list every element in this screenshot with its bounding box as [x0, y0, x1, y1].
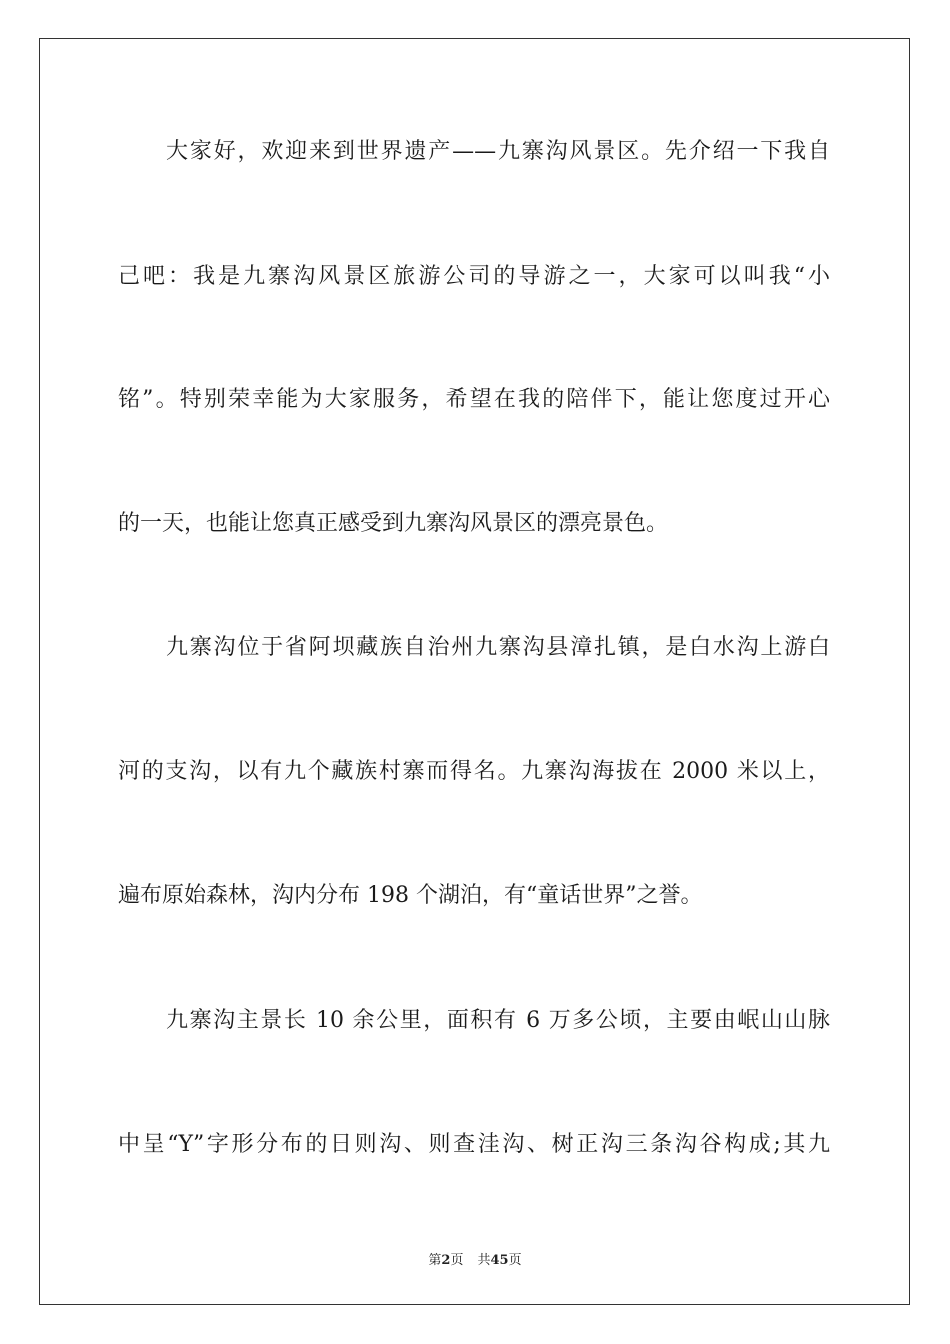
page-border — [39, 38, 910, 1305]
total-pages: 45 — [490, 1253, 509, 1268]
text-line: 河的支沟，以有九个藏族村寨而得名。九寨沟海拔在 2000 米以上， — [118, 759, 830, 784]
page-number: 2 — [441, 1253, 451, 1268]
total-suffix: 页 — [508, 1253, 522, 1268]
text-line: 中呈“Y”字形分布的日则沟、则查洼沟、树正沟三条沟谷构成;其九 — [118, 1132, 830, 1157]
text-line: 九寨沟主景长 10 余公里，面积有 6 万多公顷，主要由岷山山脉 — [166, 1008, 830, 1033]
page-suffix: 页 — [450, 1253, 464, 1268]
text-line: 遍布原始森林，沟内分布 198 个湖泊，有“童话世界”之誉。 — [118, 883, 703, 908]
text-line: 己吧：我是九寨沟风景区旅游公司的导游之一，大家可以叫我“小 — [118, 264, 830, 289]
text-line: 的一天，也能让您真正感受到九寨沟风景区的漂亮景色。 — [118, 511, 669, 536]
text-line: 大家好，欢迎来到世界遗产——九寨沟风景区。先介绍一下我自 — [166, 139, 830, 164]
page-prefix: 第 — [428, 1253, 442, 1268]
text-line: 铭”。特别荣幸能为大家服务，希望在我的陪伴下，能让您度过开心 — [118, 387, 830, 412]
total-prefix: 共 — [477, 1253, 491, 1268]
page-footer — [0, 1249, 950, 1268]
text-line: 九寨沟位于省阿坝藏族自治州九寨沟县漳扎镇，是白水沟上游白 — [166, 635, 830, 660]
